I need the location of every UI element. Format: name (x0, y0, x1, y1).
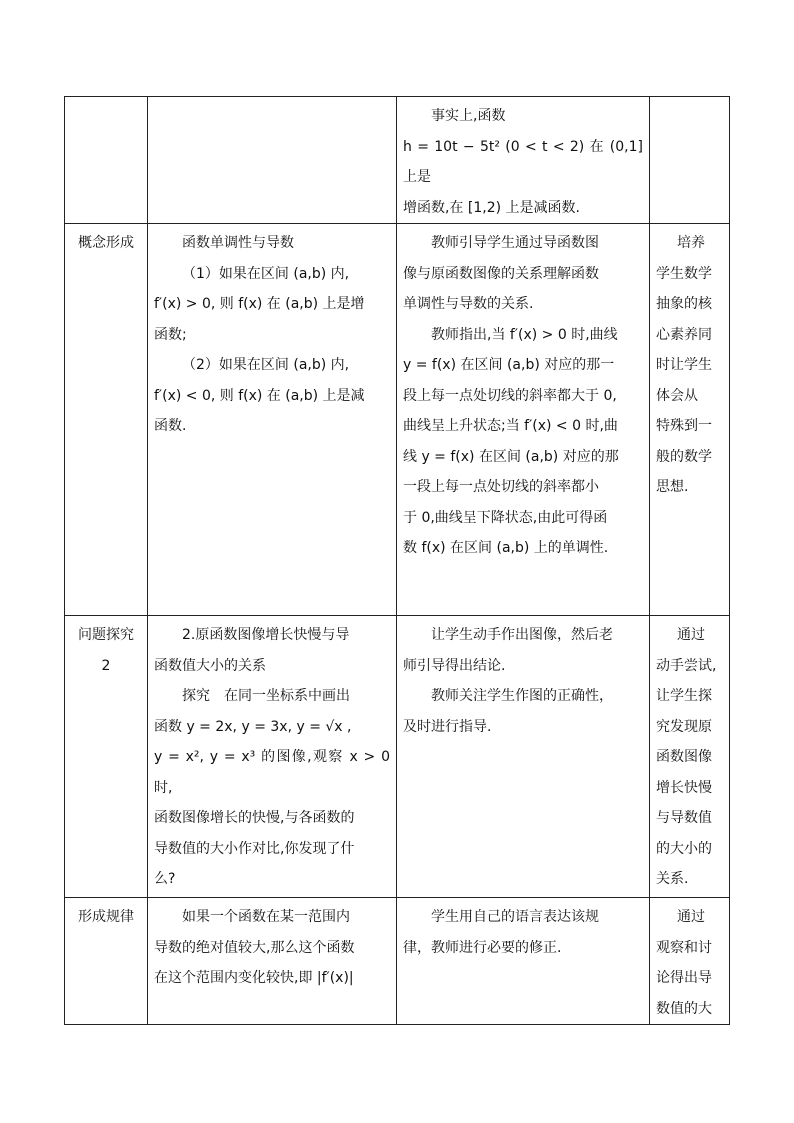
text-line: 关系. (656, 871, 689, 887)
content-cell (148, 898, 397, 1025)
stage-cell (65, 224, 148, 616)
text-line: 函数值大小的关系 (154, 657, 266, 674)
text-line: 通过 (677, 627, 705, 643)
text-line: 培养 (677, 235, 705, 251)
text-line: 函数图像增长的快慢,与各函数的 (154, 810, 355, 826)
formula-line: f′(x) < 0, 则 f(x) 在 (a,b) 上是减 (154, 387, 365, 404)
text-line: 增长快慢 (656, 779, 712, 796)
text-line: 抽象的核 (656, 296, 712, 312)
text-line: 体会从 (656, 387, 698, 404)
purpose-cell (650, 898, 730, 1025)
stage-label: 概念形成 (78, 235, 134, 251)
text-line: 思想. (656, 479, 689, 495)
text-line: 像与原函数图像的关系理解函数 (403, 265, 599, 282)
text-line: 让学生探 (656, 688, 712, 704)
text-line: 让学生动手作出图像，然后老 (431, 627, 613, 643)
lesson-plan-table (64, 96, 730, 1025)
activity-cell (397, 97, 650, 224)
stage-label: 问题探究 (78, 627, 134, 643)
text-line: 论得出导 (656, 970, 712, 986)
text-line: 特殊到一 (656, 418, 712, 434)
text-line: 曲线呈上升状态;当 f′(x) < 0 时,曲 (403, 418, 618, 434)
stage-label: 形成规律 (78, 909, 134, 925)
formula-line: 函数 y = 2x, y = 3x, y = √x , (154, 718, 352, 735)
text-line: 心素养同 (656, 326, 712, 343)
text-line: 观察和讨 (656, 939, 712, 956)
text-line: 学生用自己的语言表达该规 (431, 909, 599, 925)
text-line: 函数. (154, 418, 187, 434)
content-cell (148, 97, 397, 224)
text-line: 探究 在同一坐标系中画出 (182, 688, 350, 704)
activity-cell (397, 898, 650, 1025)
formula-line: h = 10t − 5t² (0 < t < 2) 在 (0,1] 上是 (403, 138, 643, 185)
stage-cell (65, 898, 148, 1025)
formula-line: f′(x) > 0, 则 f(x) 在 (a,b) 上是增 (154, 296, 365, 312)
text-line: 单调性与导数的关系. (403, 296, 534, 312)
activity-cell (397, 616, 650, 898)
text-line: 线 y = f(x) 在区间 (a,b) 对应的那 (403, 448, 619, 465)
text-line: 函数图像 (656, 749, 712, 765)
table-row (65, 616, 730, 898)
purpose-cell (650, 224, 730, 616)
text-line: 函数单调性与导数 (182, 235, 294, 251)
text-line: 数 f(x) 在区间 (a,b) 上的单调性. (403, 540, 609, 556)
text-line: （2）如果在区间 (a,b) 内, (182, 357, 350, 373)
text-line: 时让学生 (656, 357, 712, 373)
text-line: 函数; (154, 326, 187, 343)
text-line: 通过 (677, 909, 705, 925)
text-line: 学生数学 (656, 265, 712, 282)
table-row (65, 898, 730, 1025)
text-line: 于 0,曲线呈下降状态,由此可得函 (403, 509, 608, 526)
text-line: y = f(x) 在区间 (a,b) 对应的那一 (403, 357, 615, 373)
table-row (65, 97, 730, 224)
stage-cell (65, 616, 148, 898)
formula-line: y = x², y = x³ 的图像,观察 x > 0 时, (154, 749, 390, 796)
text-line: 教师关注学生作图的正确性， (431, 688, 613, 704)
text-line: 的大小的 (656, 840, 712, 857)
text-line: 与导数值 (656, 810, 712, 826)
text-line: 导数的绝对值较大,那么这个函数 (154, 939, 355, 956)
table-row (65, 224, 730, 616)
text-line: 教师指出,当 f′(x) > 0 时,曲线 (431, 326, 618, 343)
content-cell (148, 224, 397, 616)
text-line: 律，教师进行必要的修正. (403, 939, 562, 956)
text-line: 在这个范围内变化较快,即 |f′(x)| (154, 970, 354, 986)
text-line: 究发现原 (656, 718, 712, 735)
purpose-cell (650, 616, 730, 898)
text-line: 及时进行指导. (403, 718, 492, 735)
text-line: 一段上每一点处切线的斜率都小 (403, 479, 599, 495)
activity-cell (397, 224, 650, 616)
text-line: 如果一个函数在某一范围内 (182, 909, 350, 925)
text-line: 导数值的大小作对比,你发现了什 (154, 840, 355, 857)
text-line: 段上每一点处切线的斜率都大于 0, (403, 387, 617, 404)
stage-number: 2 (101, 657, 111, 674)
text-line: 师引导得出结论. (403, 657, 506, 674)
text-line: 么? (154, 871, 176, 887)
stage-cell (65, 97, 148, 224)
text-line: 般的数学 (656, 448, 712, 465)
text-line: 数值的大 (656, 1000, 712, 1017)
text-line: 2.原函数图像增长快慢与导 (182, 627, 350, 643)
text-line: 事实上,函数 (431, 108, 506, 124)
content-cell (148, 616, 397, 898)
text-line: 增函数,在 [1,2) 上是减函数. (403, 199, 580, 216)
text-line: 动手尝试, (656, 657, 717, 674)
text-line: （1）如果在区间 (a,b) 内, (182, 265, 350, 282)
purpose-cell (650, 97, 730, 224)
text-line: 教师引导学生通过导函数图 (431, 235, 599, 251)
